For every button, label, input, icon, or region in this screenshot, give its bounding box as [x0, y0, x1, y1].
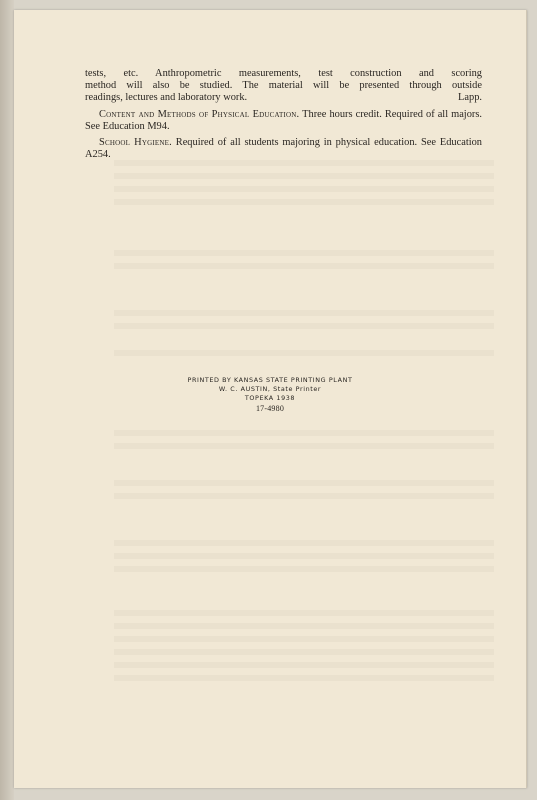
bleed-through-line: [114, 443, 494, 449]
bleed-through-line: [114, 199, 494, 205]
course-title: Content and Methods of Physical Education.: [99, 109, 300, 120]
binding-edge: [0, 0, 14, 800]
bleed-through-line: [114, 323, 494, 329]
bleed-through-line: [114, 675, 494, 681]
bleed-through-line: [114, 649, 494, 655]
bleed-through-line: [114, 636, 494, 642]
course-description: Required of all students majoring in physical education. See Education A254.: [85, 137, 482, 160]
bleed-through-line: [114, 173, 494, 179]
bleed-through-line: [114, 350, 494, 356]
bleed-through-line: [114, 610, 494, 616]
bleed-through-line: [114, 662, 494, 668]
bleed-through-line: [114, 430, 494, 436]
text-line: method will also be studied. The material will be presented through outside: [85, 80, 482, 91]
text-line-with-signature: [85, 92, 482, 104]
imprint-line: TOPEKA 1938: [244, 394, 296, 402]
imprint-line: W. C. AUSTIN, State Printer: [218, 385, 322, 393]
bleed-through-line: [114, 263, 494, 269]
course-title: School Hygiene.: [99, 137, 172, 148]
bleed-through-line: [114, 186, 494, 192]
bleed-through-line: [114, 553, 494, 559]
author-signature: Lapp.: [458, 92, 482, 103]
bleed-through-line: [114, 540, 494, 546]
bleed-through-line: [114, 480, 494, 486]
bleed-through-line: [114, 310, 494, 316]
bleed-through-line: [114, 493, 494, 499]
paragraph-content-methods: [85, 109, 482, 133]
bleed-through-line: [114, 623, 494, 629]
paragraph-school-hygiene: [85, 137, 482, 161]
course-description: Three hours credit. Required of all majors. See Education M94.: [85, 109, 482, 132]
imprint-line: PRINTED BY KANSAS STATE PRINTING PLANT: [187, 376, 353, 384]
bleed-through-line: [114, 566, 494, 572]
job-number: 17-4980: [255, 404, 285, 413]
paragraph-anthropometric: [85, 68, 482, 104]
bleed-through-line: [114, 250, 494, 256]
text-line: tests, etc. Anthropometric measurements, test construction and scoring: [85, 68, 482, 79]
printer-imprint: [150, 376, 390, 413]
text-line: readings, lectures and laboratory work.: [85, 92, 248, 103]
